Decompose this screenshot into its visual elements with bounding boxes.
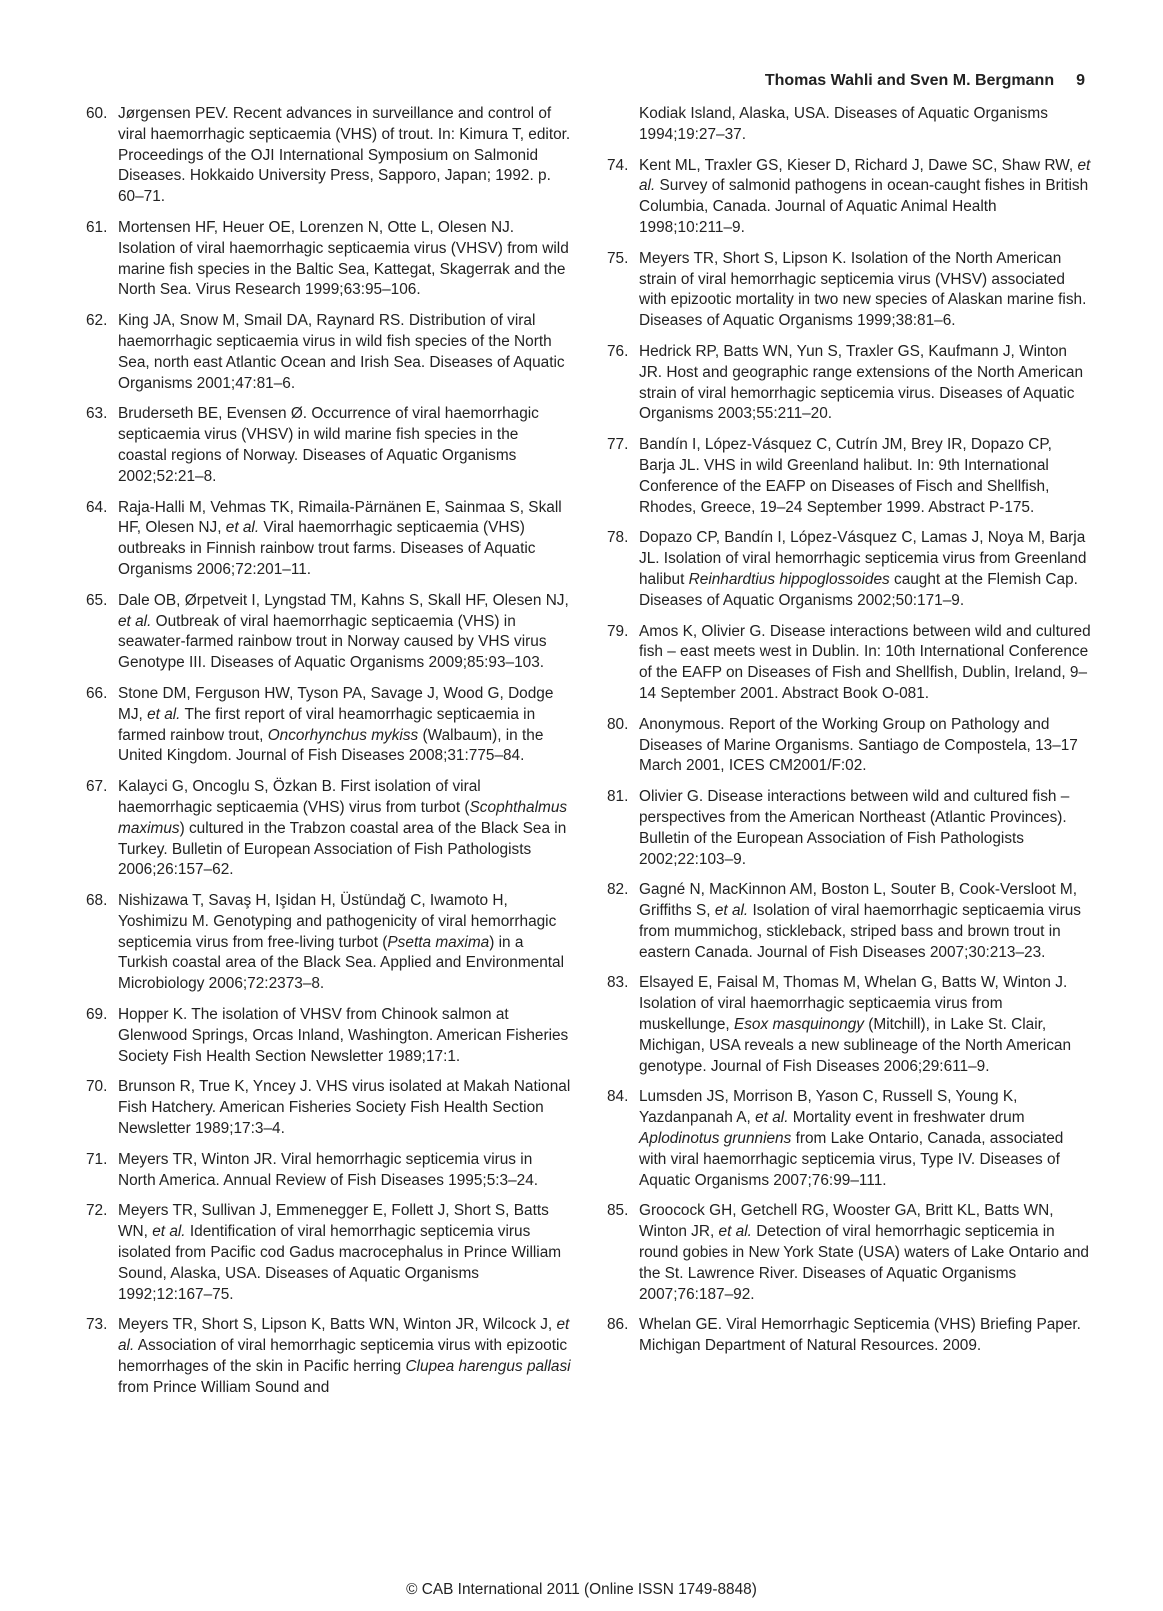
reference-text (118, 404, 571, 487)
reference-item (607, 1201, 1092, 1305)
reference-text-segment: Mortality event in freshwater drum (788, 1109, 1025, 1127)
reference-text-segment: Hedrick RP, Batts WN, Yun S, Traxler GS, Kaufmann J, Winton JR. Host and geographic range extensions of the North American strain of viral hemorrhagic septicemia virus. Diseases of Aquatic Organisms 2003;55:211–20. (639, 342, 1084, 423)
reference-number: 72. (86, 1202, 108, 1220)
reference-italic-text: Clupea harengus pallasi (405, 1358, 571, 1376)
reference-text-segment: Brunson R, True K, Yncey J. VHS virus isolated at Makah National Fish Hatchery. American Fisheries Society Fish Health Section Newsletter 1989;17:3–4. (118, 1078, 571, 1138)
reference-text-segment: Whelan GE. Viral Hemorrhagic Septicemia (VHS) Briefing Paper. Michigan Department of Natural Resources. 2009. (639, 1316, 1081, 1355)
reference-text-segment: Elsayed E, Faisal M, Thomas M, Whelan G, Batts W, Winton J. Isolation of viral haemorrhagic septicaemia virus from muskellunge, (639, 974, 1068, 1034)
reference-italic-text: et al. (147, 705, 181, 723)
reference-number: 62. (86, 312, 108, 330)
reference-text-segment: Amos K, Olivier G. Disease interactions between wild and cultured fish – east meets west in Dublin. In: 10th International Conference of the EAFP on Diseases of Fish and Shellfish, Dublin, Ireland, 9–14 September 2001. Abstract Book O-081. (639, 622, 1091, 702)
reference-number: 76. (607, 342, 629, 360)
reference-italic-text: et al. (118, 612, 152, 630)
reference-text-segment: Isolation of viral haemorrhagic septicaemia virus from mummichog, stickleback, striped bass and brown trout in eastern Canada. Journal of Fish Diseases 2007;30:213–23. (639, 902, 1081, 961)
reference-text (639, 787, 1092, 870)
reference-text (639, 435, 1092, 518)
reference-item (86, 1077, 571, 1139)
reference-italic-text: Reinhardtius hippoglossoides (688, 570, 890, 588)
reference-italic-text: et al. (118, 1316, 570, 1355)
reference-number: 65. (86, 591, 108, 609)
reference-text (118, 104, 571, 208)
reference-text-segment: Meyers TR, Short S, Lipson K. Isolation of the North American strain of viral hemorrhagic septicemia virus (VHSV) associated with epizootic mortality in two new species of Alaskan marine fish. Diseases of Aquatic Organisms 1999;38:81–6. (639, 249, 1087, 330)
reference-italic-text: Esox masquinongy (733, 1016, 865, 1034)
reference-text-segment: King JA, Snow M, Smail DA, Raynard RS. Distribution of viral haemorrhagic septicaemia virus in wild fish species of the North Sea, north east Atlantic Ocean and Irish Sea. Diseases of Aquatic Organisms 2001;47:81–6. (118, 312, 565, 392)
reference-text-segment: Meyers TR, Short S, Lipson K, Batts WN, Winton JR, Wilcock J, (118, 1316, 557, 1334)
reference-text (118, 591, 571, 674)
reference-item (607, 249, 1092, 332)
reference-text (639, 622, 1092, 705)
reference-italic-text: et al. (714, 902, 749, 920)
reference-text-segment: (Mitchill), in Lake St. Clair, Michigan, USA reveals a new sublineage of the North American genotype. Journal of Fish Diseases 2006;29:611–9. (639, 1016, 1072, 1075)
reference-text-segment: Bandín I, López-Vásquez C, Cutrín JM, Brey IR, Dopazo CP, Barja JL. VHS in wild Greenland halibut. In: 9th International Conference of the EAFP on Diseases of Fisch and Shellfish, Rhodes, Greece, 19–24 September 1999. Abstract P-175. (639, 436, 1052, 516)
reference-text-segment: Viral haemorrhagic septicaemia (VHS) outbreaks in Finnish rainbow trout farms. Diseases of Aquatic Organisms 2006;72:201–11. (118, 519, 536, 578)
reference-number: 83. (607, 974, 629, 992)
reference-text (639, 1315, 1092, 1357)
reference-text-segment: caught at the Flemish Cap. Diseases of Aquatic Organisms 2002;50:171–9. (639, 570, 1078, 609)
reference-text (118, 684, 571, 767)
reference-text-segment: The first report of viral heamorrhagic septicaemia in farmed rainbow trout, (118, 705, 536, 744)
reference-number: 74. (607, 156, 629, 174)
reference-italic-text: et al. (718, 1223, 752, 1241)
reference-text-segment: ) cultured in the Trabzon coastal area of the Black Sea in Turkey. Bulletin of European Association of Fish Pathologists 2006;26:157–62. (118, 819, 567, 879)
reference-text-segment: from Lake Ontario, Canada, associated with viral haemorrhagic septicemia virus, Type IV. Diseases of Aquatic Organisms 2007;76:99–111. (639, 1130, 1064, 1189)
reference-text (639, 973, 1092, 1077)
reference-text-segment: Anonymous. Report of the Working Group on Pathology and Diseases of Marine Organisms. Santiago de Compostela, 13–17 March 2001, ICES CM2001/F:02. (639, 715, 1078, 775)
reference-text-segment: Hopper K. The isolation of VHSV from Chinook salmon at Glenwood Springs, Orcas Inland, Washington. American Fisheries Society Fish Health Section Newsletter 1989;17:1. (118, 1006, 569, 1065)
reference-text (639, 1201, 1092, 1305)
reference-text (118, 1315, 571, 1398)
reference-text-segment: Olivier G. Disease interactions between wild and cultured fish – perspectives from the American Northeast (Atlantic Provinces). Bulletin of the European Association of Fish Pathologists 2002;22:103–9. (639, 788, 1070, 868)
reference-text-segment: Kodiak Island, Alaska, USA. Diseases of Aquatic Organisms 1994;19:27–37. (639, 105, 1048, 143)
reference-text-segment: Jørgensen PEV. Recent advances in surveillance and control of viral haemorrhagic septicaemia (VHS) of trout. In: Kimura T, editor. Proceedings of the OJI International Symposium on Salmonid Diseases. Hokkaido University Press, Sapporo, Japan; 1992. p. 60–71. (118, 105, 571, 206)
reference-text (118, 1150, 571, 1192)
reference-text-segment: Stone DM, Ferguson HW, Tyson PA, Savage J, Wood G, Dodge MJ, (118, 684, 554, 723)
reference-item (86, 1315, 571, 1398)
reference-number: 66. (86, 684, 108, 702)
reference-item (607, 880, 1092, 963)
reference-text (639, 104, 1092, 146)
reference-text (118, 891, 571, 995)
reference-text-segment: Kalayci G, Oncoglu S, Özkan B. First isolation of viral haemorrhagic septicaemia (VHS) virus from turbot ( (118, 778, 481, 816)
reference-number: 60. (86, 105, 108, 122)
reference-item (607, 787, 1092, 870)
reference-italic-text: et al. (225, 519, 260, 537)
reference-text (118, 498, 571, 581)
reference-italic-text: Psetta maxima (387, 933, 490, 951)
reference-italic-text: et al. (639, 156, 1091, 195)
reference-text (118, 1005, 571, 1067)
reference-text (118, 218, 571, 301)
reference-text-segment: Survey of salmonid pathogens in ocean-caught fishes in British Columbia, Canada. Journal of Aquatic Animal Health 1998;10:211–9. (639, 177, 1089, 236)
reference-text-segment: (Walbaum), in the United Kingdom. Journal of Fish Diseases 2008;31:775–84. (118, 726, 544, 765)
reference-text-segment: Meyers TR, Sullivan J, Emmenegger E, Follett J, Short S, Batts WN, (118, 1202, 549, 1241)
reference-text-segment: ) in a Turkish coastal area of the Black Sea. Applied and Environmental Microbiology 2006;72:2373–8. (118, 933, 565, 993)
reference-number: 71. (86, 1150, 108, 1168)
reference-number: 79. (607, 622, 629, 640)
reference-text (118, 777, 571, 881)
reference-number: 81. (607, 788, 629, 806)
reference-item (607, 435, 1092, 518)
reference-text (639, 249, 1092, 332)
reference-text (118, 1201, 571, 1305)
reference-italic-text: et al. (152, 1223, 186, 1241)
reference-item (607, 342, 1092, 425)
reference-item (607, 622, 1092, 705)
copyright-notice: © CAB International 2011 (Online ISSN 1749-8848) (406, 1581, 757, 1598)
running-head-authors: Thomas Wahli and Sven M. Bergmann (764, 72, 1055, 89)
reference-number: 85. (607, 1202, 629, 1220)
reference-text (118, 311, 571, 394)
reference-number: 61. (86, 218, 108, 236)
reference-text-segment: Mortensen HF, Heuer OE, Lorenzen N, Otte L, Olesen NJ. Isolation of viral haemorrhagic septicaemia virus (VHSV) from wild marine fish species in the Baltic Sea, Kattegat, Skagerrak and the North Sea. Virus Research 1999;63:95–106. (118, 218, 569, 299)
reference-text-segment: Lumsden JS, Morrison B, Yason C, Russell S, Young K, Yazdanpanah A, (639, 1088, 1018, 1127)
reference-item (607, 528, 1092, 611)
reference-italic-text: et al. (755, 1109, 789, 1127)
reference-text-segment: Kent ML, Traxler GS, Kieser D, Richard J, Dawe SC, Shaw RW, (639, 156, 1078, 174)
reference-text-segment: Dopazo CP, Bandín I, López-Vásquez C, Lamas J, Noya M, Barja JL. Isolation of viral hemorrhagic septicemia virus from Greenland halibut (639, 529, 1087, 588)
reference-number: 80. (607, 715, 629, 733)
reference-item (607, 104, 1092, 146)
reference-italic-text: Aplodinotus grunniens (639, 1130, 792, 1148)
page-number: 9 (1076, 72, 1085, 89)
reference-number: 73. (86, 1316, 108, 1334)
reference-text (639, 715, 1092, 777)
page-footer (0, 1581, 1163, 1599)
reference-item (607, 715, 1092, 777)
reference-text (639, 156, 1092, 239)
reference-number: 84. (607, 1088, 629, 1106)
reference-text-segment: Groocock GH, Getchell RG, Wooster GA, Britt KL, Batts WN, Winton JR, (639, 1202, 1054, 1241)
reference-number: 69. (86, 1006, 108, 1024)
reference-text-segment: Dale OB, Ørpetveit I, Lyngstad TM, Kahns S, Skall HF, Olesen NJ, (118, 591, 569, 609)
reference-item (86, 311, 571, 394)
reference-number: 78. (607, 529, 629, 547)
reference-text (639, 880, 1092, 963)
reference-item (86, 777, 571, 881)
reference-number: 82. (607, 881, 629, 899)
reference-number: 70. (86, 1078, 108, 1096)
references-column-left (86, 104, 571, 1409)
reference-text-segment: Detection of viral hemorrhagic septicemia in round gobies in New York State (USA) waters of Lake Ontario and the St. Lawrence River. Diseases of Aquatic Organisms 2007;76:187–92. (639, 1223, 1089, 1303)
reference-number: 63. (86, 405, 108, 423)
reference-number: 86. (607, 1316, 629, 1334)
reference-item (607, 1087, 1092, 1191)
reference-item (86, 1150, 571, 1192)
reference-text-segment: Gagné N, MacKinnon AM, Boston L, Souter B, Cook-Versloot M, Griffiths S, (639, 881, 1077, 920)
reference-italic-text: Scophthalmus maximus (118, 798, 568, 837)
reference-number: 75. (607, 249, 629, 267)
reference-text (118, 1077, 571, 1139)
reference-item (86, 1005, 571, 1067)
reference-item (86, 591, 571, 674)
reference-text-segment: Identification of viral hemorrhagic septicemia virus isolated from Pacific cod Gadus macrocephalus in Prince William Sound, Alaska, USA. Diseases of Aquatic Organisms 1992;12:167–75. (118, 1223, 562, 1303)
reference-text-segment: Meyers TR, Winton JR. Viral hemorrhagic septicemia virus in North America. Annual Review of Fish Diseases 1995;5:3–24. (118, 1150, 539, 1189)
reference-item (86, 1201, 571, 1305)
reference-text-segment: Outbreak of viral haemorrhagic septicaemia (VHS) in seawater-farmed rainbow trout in Norway caused by VHS virus Genotype III. Diseases of Aquatic Organisms 2009;85:93–103. (118, 612, 547, 672)
reference-item (607, 156, 1092, 239)
reference-number: 68. (86, 892, 108, 910)
reference-text (639, 1087, 1092, 1191)
reference-text-segment: Association of viral hemorrhagic septicemia virus with epizootic hemorrhages of the skin in Pacific herring (118, 1337, 568, 1376)
reference-text-segment: Bruderseth BE, Evensen Ø. Occurrence of viral haemorrhagic septicaemia virus (VHSV) in wild marine fish species in the coastal regions of Norway. Diseases of Aquatic Organisms 2002;52:21–8. (118, 405, 539, 485)
reference-italic-text: Oncorhynchus mykiss (267, 726, 419, 744)
reference-item (86, 891, 571, 995)
references-column-right (607, 104, 1092, 1367)
reference-text-segment: from Prince William Sound and (118, 1378, 330, 1396)
reference-text (639, 528, 1092, 611)
reference-number: 64. (86, 498, 108, 516)
reference-item (607, 1315, 1092, 1357)
reference-item (607, 973, 1092, 1077)
reference-item (86, 218, 571, 301)
reference-text-segment: Raja-Halli M, Vehmas TK, Rimaila-Pärnänen E, Sainmaa S, Skall HF, Olesen NJ, (118, 498, 562, 537)
reference-text (639, 342, 1092, 425)
reference-text-segment: Nishizawa T, Savaş H, Işidan H, Üstündağ C, Iwamoto H, Yoshimizu M. Genotyping and pathogenicity of viral hemorrhagic septicemia virus from free-living turbot ( (118, 892, 557, 951)
reference-number: 67. (86, 778, 108, 796)
reference-item (86, 498, 571, 581)
reference-item (86, 404, 571, 487)
page-header (765, 72, 1085, 90)
reference-number: 77. (607, 436, 629, 454)
reference-item (86, 104, 571, 208)
reference-item (86, 684, 571, 767)
